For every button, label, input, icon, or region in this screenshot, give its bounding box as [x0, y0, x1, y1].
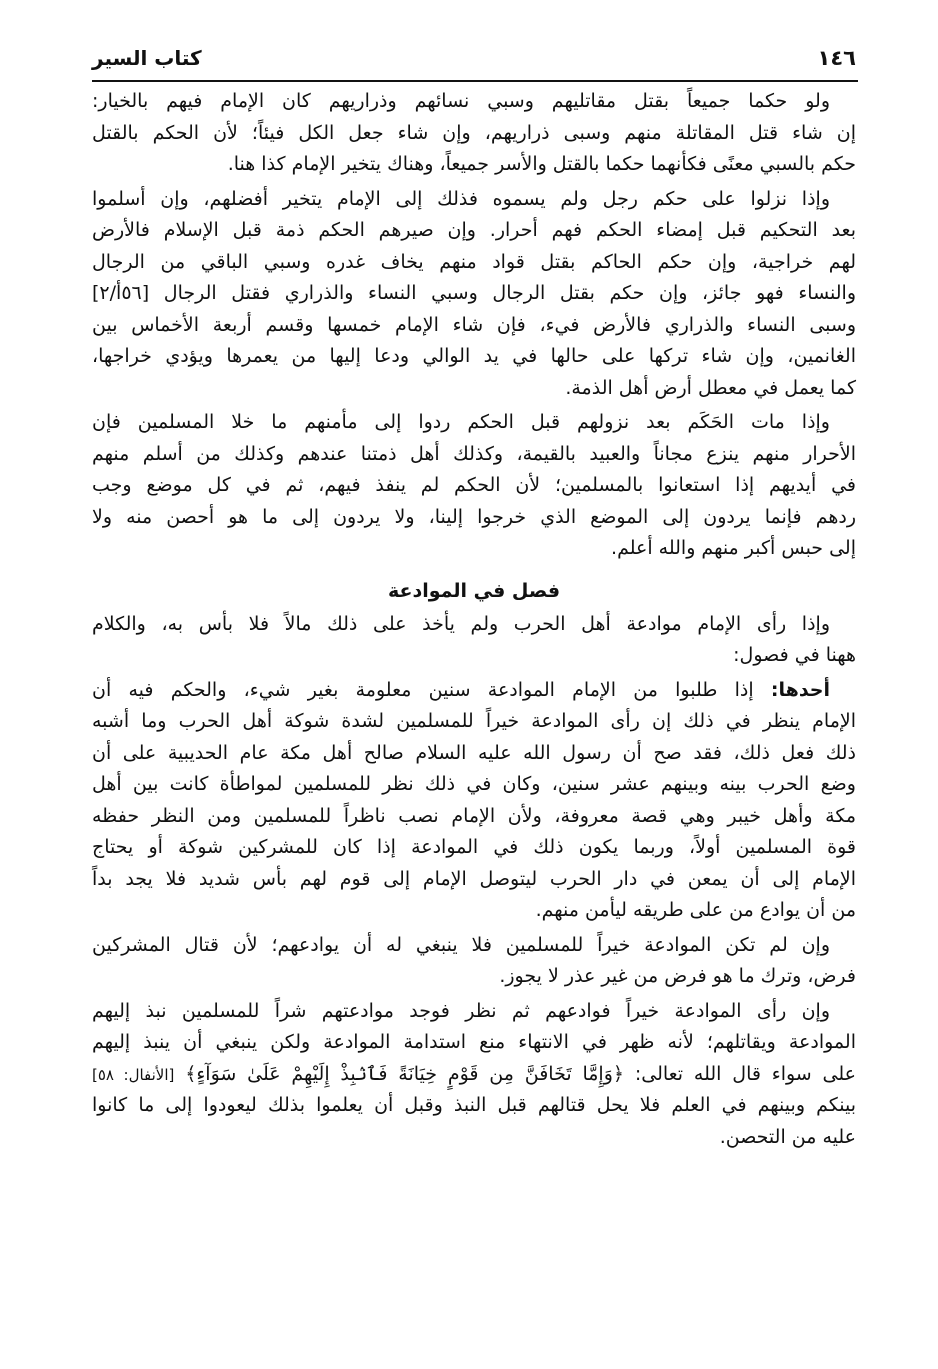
- text-line: [92, 769, 856, 801]
- text-line: [92, 609, 856, 641]
- line-text: وإذا مات الحَكَم بعد نزولهم قبل الحكم ردوا إلى مأمنهم ما خلا المسلمين فإن: [92, 411, 830, 433]
- text-line: [92, 439, 856, 471]
- line-text: بعد التحكيم قبل إمضاء الحكم فهم أحرار. وإن صيرهم الحكم ذمة قبل الإسلام فالأرض: [92, 219, 856, 241]
- text-line: [92, 1059, 856, 1091]
- text-line: [92, 738, 856, 770]
- line-text: الموادعة ويقاتلهم؛ لأنه ظهر في الانتهاء منع استدامة الموادعة ولكن ينبغي أن ينبذ إليهم: [92, 1031, 856, 1053]
- line-text: الغانمين، وإن شاء تركها على حالها في يد الوالي ودعا إليها من يعمرها ويؤدي خراجها،: [92, 345, 856, 367]
- line-text: ردهم فإنما يردون إلى الموضع الذي خرجوا إلينا، ولا يردون إلى ما هو أحصن منه ولا: [92, 505, 856, 528]
- line-text: إلى حبس أكبر منهم والله أعلم.: [611, 537, 856, 559]
- line-text: وإن رأى الموادعة خيراً فوادعهم ثم نظر فوجد موادعتهم شراً للمسلمين نبذ إليهم: [92, 999, 830, 1022]
- text-line: [92, 996, 856, 1028]
- text-line: [92, 675, 856, 707]
- text-line: [92, 470, 856, 502]
- text-line: [92, 341, 856, 373]
- line-text: الإمام ينظر في ذلك إن رأى الموادعة خيراً للمسلمين لشدة شوكة أهل الحرب وما أشبه: [92, 710, 856, 732]
- paragraph: [92, 675, 856, 927]
- text-line: [92, 1122, 856, 1154]
- line-text: الأحرار منهم ينزع مجاناً والعبيد بالقيمة، وكذلك أهل ذمتنا عندهم وكذلك من أسلم منهم: [92, 442, 856, 465]
- line-text: والنساء فهو جائز، وإن حكم بقتل الرجال وسبي النساء والذراري فقتل الرجال [٥٦أ/٢]: [92, 282, 856, 304]
- line-text: من أن يوادع من على طريقه ليأمن منهم.: [535, 899, 856, 921]
- paragraph: [92, 407, 856, 565]
- text-line: [92, 86, 856, 118]
- text-line: [92, 533, 856, 565]
- text-line: [92, 832, 856, 864]
- verse-citation: [الأنفال: ٥٨]: [92, 1065, 175, 1084]
- line-text: قوة المسلمين أولاً، وربما يكون ذلك في الموادعة إذا كان للمشركين شوكة أو يحتاج: [92, 836, 856, 858]
- line-text: إن شاء قتل المقاتلة منهم وسبى ذراريهم، وإن شاء جعل الكل فيئاً؛ لأن الحكم بالقتل: [92, 121, 856, 144]
- text-line: [92, 930, 856, 962]
- line-text: وإذا نزلوا على حكم رجل ولم يسموه فذلك إلى الإمام يتخير أفضلهم، وإن أسلموا: [92, 187, 830, 210]
- line-text: حكم بالسبي معنًى فكأنهما حكما بالقتل والأسر جميعاً، وهناك يتخير الإمام كذا هنا.: [227, 153, 856, 175]
- text-line: [92, 864, 856, 896]
- text-line: [92, 310, 856, 342]
- paragraph: [92, 996, 856, 1154]
- text-line: [92, 706, 856, 738]
- text-line: [92, 184, 856, 216]
- text-line: [92, 373, 856, 405]
- page-number: ١٤٦: [817, 46, 856, 70]
- text-line: [92, 247, 856, 279]
- text-line: [92, 215, 856, 247]
- text-line: [92, 801, 856, 833]
- line-text: ولو حكما جميعاً بقتل مقاتليهم وسبي نسائهم وذراريهم كان الإمام فيهم بالخيار:: [92, 90, 830, 112]
- paragraph-lead: أحدها:: [770, 678, 830, 701]
- line-text: في أيديهم إذا استعانوا بالمسلمين؛ لأن الحكم لم ينفذ فيهم، ثم في كل موضع وجب: [92, 474, 856, 496]
- line-text: لهم خراجية، وإن حكم الحاكم بقتل قواد منهم يخاف غدره وسبي الباقي من الرجال: [92, 250, 856, 273]
- line-text: كما يعمل في معطل أرض أهل الذمة.: [565, 376, 856, 399]
- paragraph: [92, 184, 856, 405]
- line-text: ذلك فعل ذلك، فقد صح أن رسول الله عليه السلام صالح أهل مكة عام الحديبية على أن: [92, 741, 856, 764]
- line-text: فرض، وترك ما هو فرض من غير عذر لا يجوز.: [499, 965, 856, 987]
- page-header: [92, 42, 856, 80]
- header-rule: [92, 80, 858, 82]
- line-text: وضع الحرب بينه وبينهم عشر سنين، وكان في ذلك نظر للمسلمين لمواطأة كانت بين أهل: [92, 773, 856, 795]
- text-line: [92, 640, 856, 672]
- paragraph: [92, 930, 856, 993]
- line-text: وإذا رأى الإمام موادعة أهل الحرب ولم يأخذ على ذلك مالاً فلا بأس به، والكلام: [92, 612, 830, 635]
- text-line: [92, 118, 856, 150]
- line-text: عليه من التحصن.: [719, 1125, 856, 1148]
- text-line: [92, 502, 856, 534]
- line-text: الإمام إلى أن يمعن في دار الحرب ليتوصل الإمام إلى قوم لهم بأس شديد فلا يجد بداً: [92, 867, 856, 890]
- text-line: [92, 961, 856, 993]
- text-line: [92, 407, 856, 439]
- paragraph: [92, 86, 856, 181]
- paragraph: [92, 609, 856, 672]
- quran-verse: ﴿وَإِمَّا تَخَافَنَّ مِن قَوْمٍ خِيَانَةً فَٱنۢبِذْ إِلَيْهِمْ عَلَىٰ سَوَآءٍ﴾: [185, 1062, 625, 1085]
- text-line: [92, 1027, 856, 1059]
- running-title: كتاب السير: [92, 46, 202, 70]
- page-body: [92, 86, 856, 1156]
- text-line: [92, 278, 856, 310]
- text-line: [92, 895, 856, 927]
- line-text: على سواء قال الله تعالى:: [624, 1062, 856, 1085]
- line-text: وإن لم تكن الموادعة خيراً للمسلمين فلا ينبغي له أن يوادعهم؛ لأن قتال المشركين: [92, 933, 830, 956]
- line-text: مكة وأهل خيبر وهي قصة معروفة، ولأن الإمام نصب ناظراً للمسلمين ومن النظر حفظه: [92, 804, 856, 827]
- line-text: وسبى النساء والذراري فالأرض فيء، فإن شاء الإمام خمسها وقسم أربعة الأخماس بين: [92, 313, 856, 336]
- text-line: [92, 149, 856, 181]
- line-text: إذا طلبوا من الإمام الموادعة سنين معلومة بغير شيء، والحكم فيه أن: [92, 678, 771, 701]
- text-line: [92, 1090, 856, 1122]
- section-heading: فصل في الموادعة: [387, 579, 561, 602]
- line-text: ههنا في فصول:: [733, 644, 856, 666]
- line-text: بينكم وبينهم في العلم فلا يحل قتالهم قبل النبذ وقبل أن يعلموا بذلك ليعودوا إلى ما كانوا: [92, 1094, 856, 1116]
